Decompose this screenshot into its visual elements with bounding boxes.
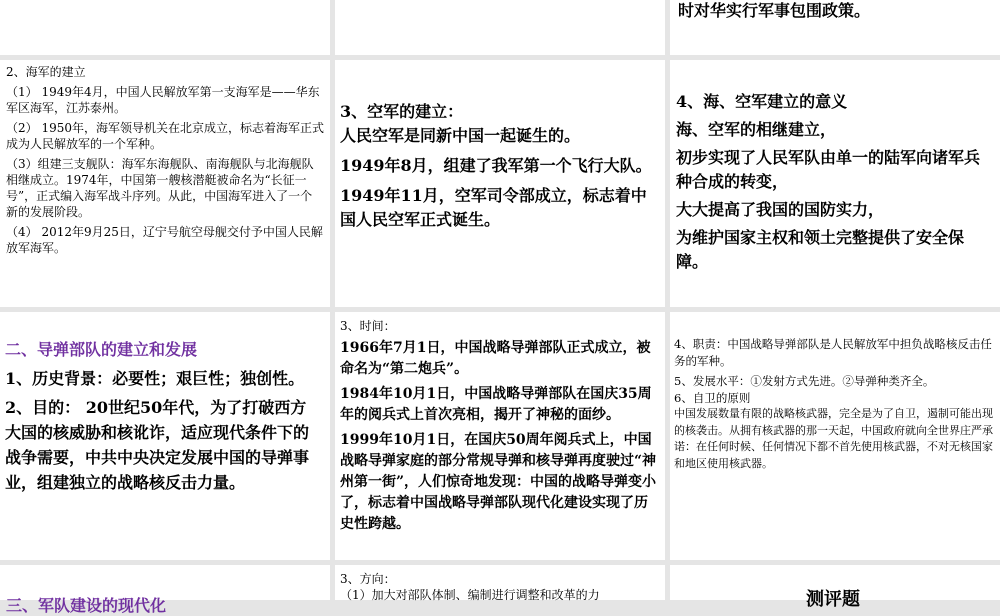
significance-line-1: 海、空军的相继建立， <box>676 120 837 139</box>
navy-heading: 2、海军的建立 <box>6 65 86 79</box>
significance-line-4: 为维护国家主权和领土完整提供了安全保障。 <box>676 228 965 271</box>
quiz-cell <box>670 565 1000 610</box>
navy-item-2: （2） 1950年，海军领导机关在北京成立，标志着海军正式成为人民解放军的一个军种。 <box>6 121 324 151</box>
missile-background: 1、历史背景：必要性；艰巨性；独创性。 <box>5 369 305 388</box>
air-line-2: 1949年8月，组建了我军第一个飞行大队。 <box>340 156 652 175</box>
duty-item-3: 6、自卫的原则 <box>674 390 751 405</box>
cell-row1-col2 <box>335 0 665 55</box>
navy-cell <box>0 60 330 307</box>
direction-text: （1）加大对部队体制、编制进行调整和改革的力 <box>340 588 600 602</box>
air-line-1: 人民空军是同新中国一起诞生的。 <box>340 126 581 145</box>
missile-heading: 二、导弹部队的建立和发展 <box>5 340 198 359</box>
cell-row1-col3 <box>670 0 1000 55</box>
modernization-heading: 三、军队建设的现代化 <box>6 596 167 615</box>
duty-item-2: 5、发展水平：①发射方式先进。②导弹种类齐全。 <box>674 374 935 388</box>
duty-item-1: 4、职责：中国战略导弹部队是人民解放军中担负战略核反击任务的军种。 <box>674 337 992 368</box>
air-force-cell <box>335 60 665 307</box>
significance-cell <box>670 60 1000 307</box>
missile-purpose: 2、目的： 20世纪50年代，为了打破西方大国的核威胁和核讹诈，适应现代条件下的战争需要，中共中央决定发展中国的导弹事业，组建独立的战略核反击力量。 <box>5 398 310 492</box>
navy-item-4: （4） 2012年9月25日，辽宁号航空母舰交付予中国人民解放军海军。 <box>6 225 323 255</box>
row1-col3-text: 时对华实行军事包围政策。 <box>678 1 871 20</box>
quiz-title: 测评题 <box>806 589 860 610</box>
direction-cell <box>335 565 665 600</box>
time-item-2: 1984年10月1日，中国战略导弹部队在国庆35周年的阅兵式上首次亮相，揭开了神秘的面纱。 <box>340 386 652 423</box>
air-heading: 3、空军的建立： <box>340 102 464 121</box>
duty-item-4: 中国发展数量有限的战略核武器，完全是为了自卫，遏制可能出现的核袭击。从拥有核武器的那一天起，中国政府就向全世界庄严承诺：在任何时候、任何情况下都不首先使用核武器，不对无核国家和地区使用核武器。 <box>674 407 993 470</box>
significance-heading: 4、海、空军建立的意义 <box>676 92 848 111</box>
navy-item-3: （3）组建三支舰队：海军东海舰队、南海舰队与北海舰队相继成立。1974年，中国第一艘核潜艇被命名为“长征一号”，正式编入海军战斗序列。从此，中国海军进入了一个新的发展阶段。 <box>6 157 314 219</box>
duty-cell <box>670 312 1000 560</box>
time-item-3: 1999年10月1日，在国庆50周年阅兵式上，中国战略导弹家庭的部分常规导弹和核导弹再度驶过“神州第一街”，人们惊奇地发现：中国的战略导弹变小了，标志着中国战略导弹部队现代化建设实现了历史性跨越。 <box>340 432 657 532</box>
modernization-cell <box>0 565 330 615</box>
time-heading: 3、时间： <box>340 319 396 333</box>
air-line-3: 1949年11月，空军司令部成立，标志着中国人民空军正式诞生。 <box>340 186 647 229</box>
cell-row1-col1 <box>0 0 330 55</box>
significance-line-2: 初步实现了人民军队由单一的陆军向诸军兵种合成的转变， <box>676 148 981 191</box>
time-item-1: 1966年7月1日，中国战略导弹部队正式成立，被命名为“第二炮兵”。 <box>340 340 651 377</box>
missile-cell <box>0 312 330 560</box>
time-cell <box>335 312 665 560</box>
significance-line-3: 大大提高了我国的国防实力， <box>676 200 885 219</box>
navy-item-1: （1） 1949年4月，中国人民解放军第一支海军是——华东军区海军，江苏泰州。 <box>6 85 320 115</box>
direction-heading: 3、方向： <box>340 572 396 586</box>
